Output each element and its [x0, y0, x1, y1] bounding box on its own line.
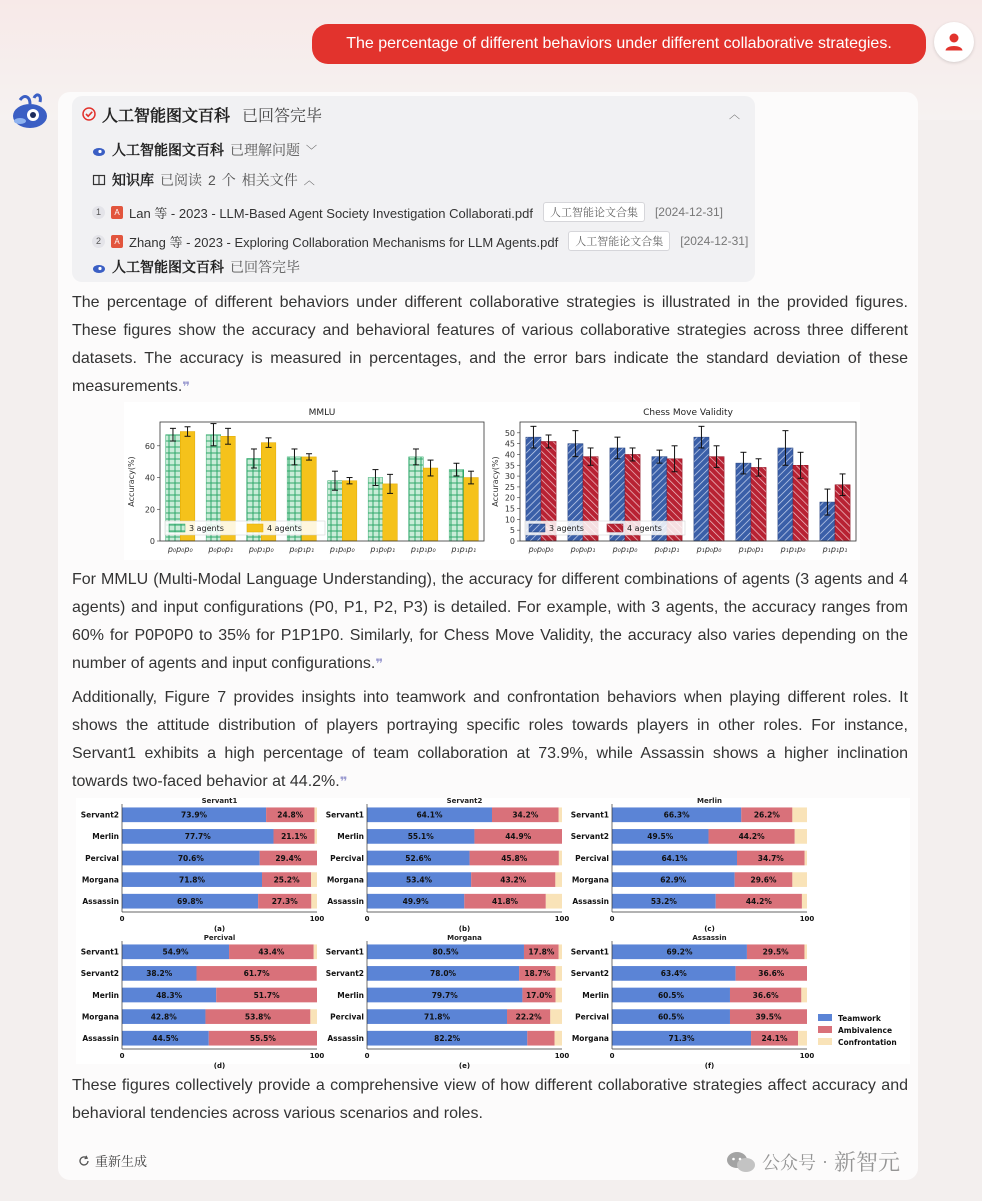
bar-value-label: 62.9% — [660, 875, 687, 885]
bar-segment-confrontation — [801, 988, 807, 1003]
y-tick-label: 50 — [504, 428, 515, 438]
bar-value-label: 44.2% — [738, 832, 765, 842]
chart-title: Percival — [203, 934, 236, 942]
watermark-account: 新智元 — [834, 1150, 901, 1175]
bar-segment-ambivalence — [527, 1031, 554, 1046]
x-tick-label: p₁p₁p₀ — [410, 545, 436, 554]
wechat-icon — [726, 1150, 756, 1174]
y-tick-label: 25 — [504, 482, 515, 492]
bar-value-label: 80.5% — [432, 947, 459, 957]
bar-value-label: 54.9% — [162, 947, 189, 957]
x-tick-label: 0 — [609, 1052, 615, 1060]
ref-tag: 人工智能论文合集 — [543, 202, 645, 222]
y-tick-label: 45 — [504, 439, 515, 449]
legend-label: Teamwork — [838, 1014, 881, 1023]
bar-value-label: 25.2% — [273, 875, 300, 885]
y-category-label: Servant1 — [325, 810, 364, 820]
x-tick-label: 100 — [799, 915, 815, 923]
bar-4-agents — [751, 467, 766, 541]
whale-small-icon — [92, 143, 106, 157]
legend-label: Ambivalence — [838, 1026, 893, 1035]
bar-value-label: 55.5% — [249, 1034, 276, 1043]
x-tick-label: p₀p₀p₁ — [570, 545, 596, 554]
bar-segment-confrontation — [315, 829, 317, 844]
bar-value-label: 69.2% — [666, 947, 693, 957]
y-category-label: Servant1 — [325, 947, 364, 957]
legend-swatch — [607, 524, 623, 532]
y-category-label: Morgana — [81, 875, 119, 885]
bar-segment-confrontation — [314, 944, 317, 959]
step1-name: 人工智能图文百科 — [112, 142, 224, 158]
accuracy-charts-svg — [124, 402, 860, 560]
y-category-label: Percival — [575, 853, 609, 863]
x-tick-label: 0 — [119, 915, 125, 923]
watermark-dot: · — [822, 1151, 828, 1171]
bar-segment-confrontation — [311, 894, 317, 909]
legend-label: 4 agents — [627, 524, 662, 533]
y-tick-label: 30 — [504, 472, 515, 482]
bar-value-label: 61.7% — [243, 969, 270, 979]
bar-value-label: 27.3% — [271, 897, 298, 906]
bar-value-label: 71.8% — [178, 875, 206, 885]
x-tick-label: 0 — [119, 1052, 125, 1060]
y-axis-label: Accuracy(%) — [491, 456, 500, 507]
bar-value-label: 73.9% — [181, 810, 208, 820]
ref-number: 2 — [92, 235, 105, 248]
bar-value-label: 71.3% — [668, 1034, 695, 1043]
bar-value-label: 55.1% — [407, 832, 434, 842]
attitude-charts-svg — [76, 797, 910, 1070]
legend-swatch — [818, 1026, 832, 1033]
paragraph-text: For MMLU (Multi-Modal Language Understanding), the accuracy for different combinations of agents (3 agents and 4 agents) and input configurations (P0, P1, P2, P3) is detailed. For example, with 3 agents, the accuracy ranges from 60% for P0P0P0 to 35% for P1P1P0. Similarly, for Chess Move Validity, the accuracy also varies depending on the number of agents and input configurations. — [72, 571, 908, 672]
x-tick-label: 0 — [364, 1052, 370, 1060]
chart-title: Servant1 — [201, 797, 238, 805]
x-tick-label: p₁p₁p₁ — [822, 545, 848, 554]
chart-title: Merlin — [697, 797, 722, 805]
step1-state: 已理解问题 — [230, 142, 300, 158]
chevron-down-icon: ﹀ — [306, 145, 317, 157]
bar-value-label: 48.3% — [156, 990, 183, 1000]
bar-value-label: 49.9% — [402, 897, 429, 906]
accuracy-chart-1 — [127, 408, 484, 554]
bar-value-label: 69.8% — [177, 897, 204, 906]
kb-name: 知识库 — [112, 172, 154, 188]
legend-swatch — [529, 524, 545, 532]
bar-segment-confrontation — [311, 872, 317, 887]
panel-label: (b) — [458, 925, 471, 933]
bar-value-label: 34.2% — [512, 810, 539, 820]
y-tick-label: 0 — [149, 537, 155, 546]
bar-value-label: 21.1% — [281, 832, 308, 842]
bar-segment-confrontation — [310, 1009, 317, 1024]
bar-3-agents — [736, 463, 751, 541]
step-answered — [92, 257, 300, 277]
bar-value-label: 34.7% — [757, 853, 784, 863]
paragraph-text: These figures collectively provide a comprehensive view of how different collaborative strategies affect accuracy and behavioral tendencies across various scenarios and roles. — [72, 1077, 908, 1122]
y-category-label: Servant2 — [570, 832, 609, 842]
x-tick-label: p₁p₀p₁ — [370, 545, 396, 554]
x-tick-label: p₀p₁p₁ — [289, 545, 315, 554]
quote-icon[interactable]: ❞ — [339, 774, 348, 789]
bar-value-label: 17.8% — [528, 947, 555, 957]
pdf-icon: A — [111, 235, 123, 248]
bar-value-label: 29.4% — [275, 853, 302, 863]
chart-title: Servant2 — [446, 797, 483, 805]
bar-value-label: 64.1% — [416, 810, 443, 820]
accuracy-chart-2 — [491, 408, 856, 554]
bar-value-label: 53.2% — [650, 897, 677, 906]
step-knowledge-base[interactable] — [92, 170, 315, 190]
bar-value-label: 78.0% — [430, 969, 457, 979]
kb-suffix: 相关文件 — [241, 172, 298, 188]
bar-segment-confrontation — [792, 807, 807, 822]
collapse-chevron-icon[interactable]: ︿ — [729, 109, 740, 121]
regenerate-button[interactable] — [78, 1151, 147, 1170]
bar-value-label: 71.8% — [423, 1012, 451, 1022]
bar-value-label: 53.8% — [244, 1012, 271, 1022]
attitude-chart-servant1 — [81, 797, 325, 933]
y-category-label: Merlin — [337, 832, 364, 842]
bar-value-label: 26.2% — [753, 810, 780, 820]
bar-value-label: 18.7% — [524, 969, 551, 979]
y-category-label: Assassin — [82, 1034, 119, 1043]
y-category-label: Morgana — [326, 875, 364, 885]
status-title-state: 已回答完毕 — [242, 107, 323, 125]
panel-label: (a) — [213, 925, 226, 933]
bar-segment-confrontation — [550, 1009, 562, 1024]
ref-tag: 人工智能论文合集 — [568, 231, 670, 251]
x-tick-label: p₁p₁p₀ — [780, 545, 806, 554]
legend-swatch — [818, 1038, 832, 1045]
x-tick-label: p₀p₁p₀ — [612, 545, 638, 554]
bar-value-label: 36.6% — [758, 969, 785, 979]
y-tick-label: 5 — [509, 526, 515, 536]
ref-title: Lan 等 - 2023 - LLM-Based Agent Society Investigation Collaborati.pdf — [129, 205, 533, 221]
bar-3-agents — [409, 457, 424, 541]
panel-label: (d) — [213, 1062, 226, 1070]
y-category-label: Assassin — [572, 897, 609, 906]
ref-date: [2024-12-31] — [680, 234, 749, 248]
legend-swatch — [169, 524, 185, 532]
bot-avatar — [8, 90, 50, 132]
refresh-icon — [78, 1155, 90, 1167]
bar-value-label: 66.3% — [663, 810, 690, 820]
bar-3-agents — [368, 478, 383, 541]
y-category-label: Morgana — [571, 1034, 609, 1043]
bar-segment-confrontation — [546, 894, 562, 909]
y-category-label: Servant1 — [80, 947, 119, 957]
y-category-label: Merlin — [92, 832, 119, 842]
y-category-label: Assassin — [327, 897, 364, 906]
bar-value-label: 53.4% — [406, 875, 433, 885]
bar-value-label: 22.2% — [515, 1012, 542, 1022]
y-category-label: Assassin — [327, 1034, 364, 1043]
reference-item[interactable] — [92, 202, 723, 222]
x-tick-label: p₁p₁p₁ — [451, 545, 477, 554]
x-tick-label: 100 — [309, 915, 325, 923]
bar-value-label: 44.9% — [505, 832, 532, 842]
y-category-label: Percival — [330, 1012, 364, 1022]
attitude-legend — [818, 1014, 897, 1047]
book-icon — [92, 173, 106, 187]
panel-label: (f) — [704, 1062, 715, 1070]
bar-segment-confrontation — [314, 807, 317, 822]
attitude-chart-percival — [81, 934, 325, 1070]
bar-segment-confrontation — [802, 894, 807, 909]
bar-value-label: 29.5% — [762, 947, 789, 957]
y-tick-label: 40 — [504, 450, 515, 460]
y-tick-label: 20 — [144, 505, 155, 515]
bar-segment-confrontation — [559, 851, 562, 866]
bar-value-label: 44.5% — [152, 1034, 179, 1043]
y-tick-label: 15 — [504, 504, 515, 514]
x-tick-label: 100 — [554, 1052, 570, 1060]
watermark — [726, 1146, 900, 1177]
y-category-label: Servant2 — [80, 810, 119, 820]
attitude-chart-assassin — [571, 934, 815, 1070]
y-tick-label: 20 — [504, 493, 515, 503]
quote-icon[interactable]: ❞ — [182, 379, 190, 394]
bar-value-label: 45.8% — [501, 853, 528, 863]
x-tick-label: p₀p₀p₀ — [528, 545, 554, 554]
bar-value-label: 29.6% — [750, 875, 777, 885]
y-category-label: Morgana — [81, 1012, 119, 1022]
y-category-label: Servant2 — [570, 969, 609, 979]
bar-4-agents — [342, 481, 357, 541]
y-category-label: Percival — [330, 853, 364, 863]
panel-label: (c) — [704, 925, 715, 933]
bar-value-label: 24.8% — [277, 810, 304, 820]
x-tick-label: p₀p₀p₁ — [208, 545, 234, 554]
bar-segment-confrontation — [555, 872, 562, 887]
bar-3-agents — [694, 437, 709, 541]
bar-segment-confrontation — [559, 944, 562, 959]
bar-4-agents — [464, 478, 479, 541]
chevron-up-icon: ︿ — [303, 175, 315, 187]
y-tick-label: 0 — [509, 537, 515, 546]
bar-value-label: 24.1% — [761, 1034, 788, 1043]
attitude-chart-merlin — [571, 797, 815, 933]
x-tick-label: 100 — [799, 1052, 815, 1060]
kb-count: 2 — [208, 172, 216, 188]
bar-value-label: 82.2% — [434, 1034, 461, 1043]
answer-paragraph-2 — [72, 566, 908, 678]
attitude-chart-morgana — [326, 934, 570, 1070]
bar-segment-confrontation — [555, 1031, 562, 1046]
kb-read: 已阅读 — [160, 172, 202, 188]
y-category-label: Servant2 — [80, 969, 119, 979]
bar-value-label: 60.5% — [657, 1012, 685, 1022]
bar-value-label: 51.7% — [253, 990, 280, 1000]
pdf-icon: A — [111, 206, 123, 219]
figure-accuracy-charts — [124, 402, 860, 560]
bar-segment-confrontation — [804, 944, 807, 959]
y-category-label: Servant2 — [325, 969, 364, 979]
answer-paragraph-3 — [72, 684, 908, 796]
paragraph-text: The percentage of different behaviors under different collaborative strategies is illustrated in the provided figures. These figures show the accuracy and behavioral features of various collaborative strategies across three different datasets. The accuracy is measured in percentages, and the error bars indicate the standard deviation of these measurements. — [72, 294, 908, 395]
x-tick-label: p₀p₀p₀ — [167, 545, 193, 554]
quote-icon[interactable]: ❞ — [375, 656, 383, 671]
step-understand[interactable] — [92, 140, 317, 160]
bar-value-label: 64.1% — [661, 853, 688, 863]
y-category-label: Morgana — [571, 875, 609, 885]
x-tick-label: p₁p₀p₁ — [738, 545, 764, 554]
legend-swatch — [247, 524, 263, 532]
step3-name: 人工智能图文百科 — [112, 259, 224, 275]
bar-segment-confrontation — [792, 872, 807, 887]
bar-value-label: 70.6% — [177, 853, 204, 863]
bar-value-label: 52.6% — [405, 853, 432, 863]
y-tick-label: 60 — [144, 441, 155, 451]
answer-paragraph-1 — [72, 289, 908, 401]
regenerate-label: 重新生成 — [95, 1154, 148, 1169]
y-category-label: Servant1 — [570, 947, 609, 957]
y-category-label: Servant1 — [570, 810, 609, 820]
bar-segment-confrontation — [805, 851, 807, 866]
attitude-chart-servant2 — [326, 797, 570, 933]
bar-value-label: 77.7% — [184, 832, 211, 842]
user-message-bubble: The percentage of different behaviors under different collaborative strategies. — [312, 24, 926, 64]
y-tick-label: 10 — [504, 515, 515, 525]
y-category-label: Merlin — [92, 990, 119, 1000]
legend-swatch — [818, 1014, 832, 1021]
legend-label: 3 agents — [549, 524, 584, 533]
x-tick-label: p₀p₁p₁ — [654, 545, 680, 554]
bar-value-label: 43.4% — [258, 947, 285, 957]
bar-segment-confrontation — [798, 1031, 807, 1046]
watermark-platform: 公众号 — [762, 1152, 816, 1173]
y-tick-label: 35 — [504, 461, 515, 471]
bar-value-label: 39.5% — [755, 1012, 782, 1022]
y-category-label: Merlin — [337, 990, 364, 1000]
bar-segment-confrontation — [559, 807, 562, 822]
user-avatar[interactable] — [934, 22, 974, 62]
paragraph-text: Additionally, Figure 7 provides insights into teamwork and confrontation behaviors when playing different roles. It shows the attitude distribution of players portraying specific roles towards players in other roles. For instance, Servant1 exhibits a high percentage of team collaboration at 73.9%, while Assassin shows a higher inclination towards two-faced behavior at 44.2%. — [72, 689, 908, 790]
y-tick-label: 40 — [144, 473, 155, 483]
user-icon — [934, 22, 974, 62]
bar-segment-confrontation — [556, 966, 562, 981]
bar-value-label: 42.8% — [150, 1012, 177, 1022]
panel-label: (e) — [458, 1062, 471, 1070]
x-tick-label: p₁p₀p₀ — [329, 545, 355, 554]
whale-bot-icon — [8, 90, 50, 132]
whale-small-icon — [92, 260, 106, 274]
bar-segment-confrontation — [795, 829, 807, 844]
y-category-label: Percival — [575, 1012, 609, 1022]
chart-title: MMLU — [308, 408, 336, 418]
y-category-label: Percival — [85, 853, 119, 863]
answer-paragraph-4 — [72, 1072, 908, 1128]
bar-value-label: 44.2% — [745, 897, 772, 906]
x-tick-label: 100 — [309, 1052, 325, 1060]
chart-title: Assassin — [692, 934, 727, 942]
x-tick-label: 0 — [364, 915, 370, 923]
bar-value-label: 79.7% — [431, 990, 458, 1000]
figure-attitude-distribution — [76, 797, 910, 1070]
step3-state: 已回答完毕 — [230, 259, 300, 275]
bar-value-label: 63.4% — [660, 969, 687, 979]
kb-unit: 个 — [221, 172, 236, 188]
ref-number: 1 — [92, 206, 105, 219]
legend-label: 4 agents — [267, 524, 302, 533]
y-axis-label: Accuracy(%) — [127, 456, 136, 507]
x-tick-label: 100 — [554, 915, 570, 923]
chart-title: Chess Move Validity — [643, 408, 733, 418]
bar-value-label: 38.2% — [146, 969, 173, 979]
bar-4-agents — [423, 468, 438, 541]
x-tick-label: 0 — [609, 915, 615, 923]
y-category-label: Merlin — [582, 990, 609, 1000]
ref-date: [2024-12-31] — [654, 205, 724, 219]
bar-value-label: 41.8% — [492, 897, 519, 906]
chart-title: Morgana — [447, 934, 482, 942]
bar-value-label: 60.5% — [657, 990, 685, 1000]
y-category-label: Assassin — [82, 897, 119, 906]
x-tick-label: p₁p₀p₀ — [696, 545, 722, 554]
bar-segment-confrontation — [556, 988, 562, 1003]
bar-3-agents — [449, 470, 464, 541]
legend-label: Confrontation — [838, 1038, 897, 1047]
bar-value-label: 43.2% — [500, 875, 527, 885]
bar-4-agents — [709, 457, 724, 541]
reference-item[interactable] — [92, 231, 748, 251]
bar-value-label: 49.5% — [647, 832, 674, 842]
bar-value-label: 36.6% — [752, 990, 779, 1000]
status-title: 人工智能图文百科 — [102, 107, 231, 125]
x-tick-label: p₀p₁p₀ — [248, 545, 274, 554]
legend-label: 3 agents — [189, 524, 224, 533]
ref-title: Zhang 等 - 2023 - Exploring Collaboration Mechanisms for LLM Agents.pdf — [129, 234, 559, 250]
status-header[interactable] — [82, 103, 322, 125]
bar-value-label: 17.0% — [525, 990, 553, 1000]
check-circle-icon — [82, 107, 96, 121]
